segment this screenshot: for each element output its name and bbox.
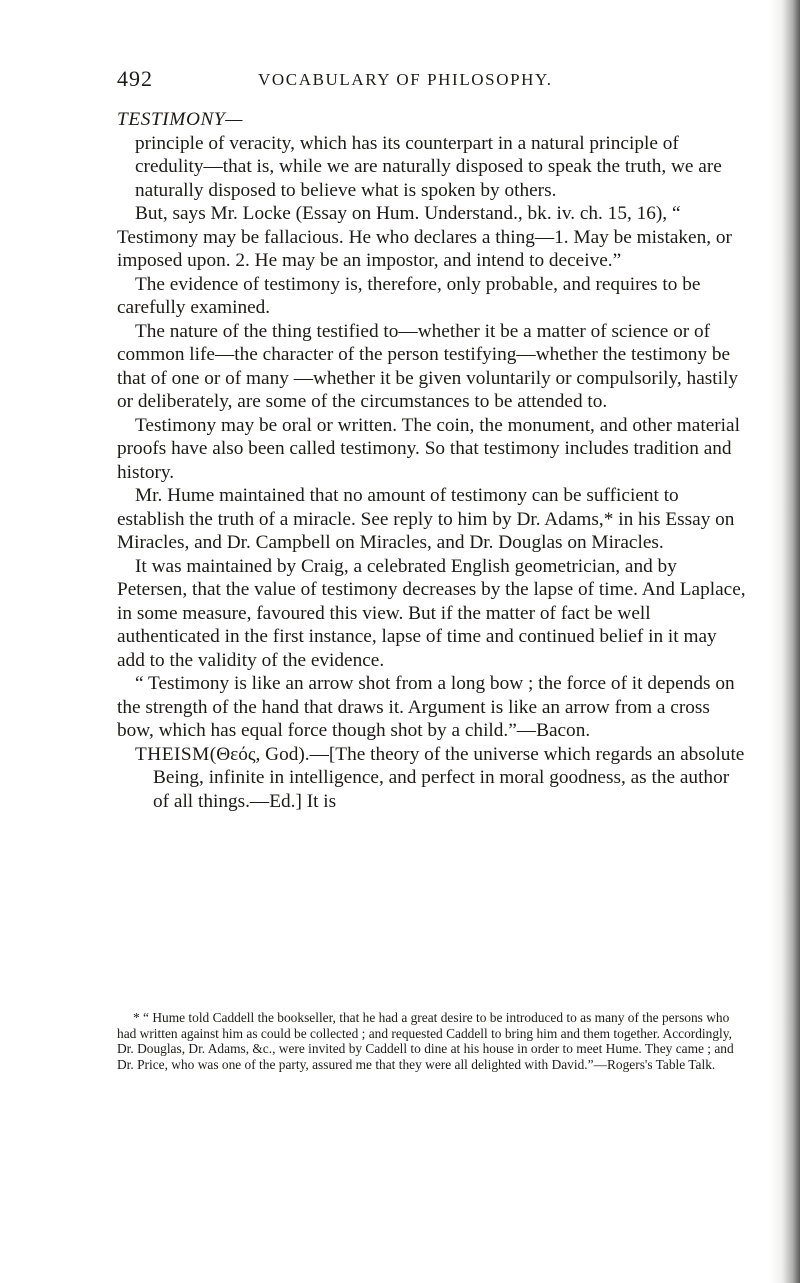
entry-paragraph: The nature of the thing testified to—whether it be a matter of science or of common life—the character of the person testifying—whether the testimony be that of one or of many —whether it be given voluntarily or compulsorily, hastily or deliberately, are some of the circumstances to be attended to.	[117, 320, 738, 412]
theism-greek: (Θεός,	[209, 743, 261, 765]
entry-paragraph: “ Testimony is like an arrow shot from a long bow ; the force of it depends on the strength of the hand that draws it. Argument is like an arrow from a cross bow, which has equal force though shot by a child.”—Bacon.	[117, 673, 735, 741]
entry-headword: TESTIMONY—	[117, 109, 243, 130]
entry-paragraph: But, says Mr. Locke (Essay on Hum. Understand., bk. iv. ch. 15, 16), “ Testimony may be fallacious. He who declares a thing—1. May be mistaken, or imposed upon. 2. He may be an impostor, and intend to deceive.”	[117, 203, 732, 271]
theism-entry	[135, 743, 747, 814]
theism-term: THEISM	[135, 743, 210, 765]
entry-paragraph: principle of veracity, which has its counterpart in a natural principle of credulity—that is, while we are naturally disposed to speak the truth, we are naturally disposed to believe what is spoken by others.	[135, 132, 722, 201]
page-header	[0, 66, 800, 96]
theism-text: God).—[The theory of the universe which regards an absolute Being, infinite in intelligence, and perfect in moral goodness, as the author of all things.—Ed.] It is	[153, 743, 745, 812]
entry-paragraph: It was maintained by Craig, a celebrated English geometrician, and by Petersen, that the value of testimony decreases by the lapse of time. And Laplace, in some measure, favoured this view. But if the matter of fact be well authenticated in the first instance, lapse of time and continued belief in it may add to the validity of the evidence.	[117, 555, 746, 671]
page-number: 492	[117, 66, 153, 91]
footnote: * “ Hume told Caddell the bookseller, that he had a great desire to be introduced to as many of the persons who had written against him as could be collected ; and requested Caddell to bring him and them together. Accordingly, Dr. Douglas, Dr. Adams, &c., were invited by Caddell to dine at his house in order to meet Hume. They came ; and Dr. Price, who was one of the party, assured me that they were all delighted with David.”—Rogers's Table Talk.	[117, 1010, 734, 1072]
page-body	[117, 108, 747, 813]
entry-paragraph: Mr. Hume maintained that no amount of testimony can be sufficient to establish the truth of a miracle. See reply to him by Dr. Adams,* in his Essay on Miracles, and Dr. Campbell on Miracles, and Dr. Douglas on Miracles.	[117, 485, 735, 553]
entry-paragraph: Testimony may be oral or written. The coin, the monument, and other material proofs have also been called testimony. So that testimony includes tradition and history.	[117, 414, 740, 483]
page-edge-shadow	[770, 0, 800, 1283]
entry-paragraph: The evidence of testimony is, therefore, only probable, and requires to be carefully examined.	[117, 273, 701, 318]
running-head: VOCABULARY OF PHILOSOPHY.	[258, 70, 553, 89]
